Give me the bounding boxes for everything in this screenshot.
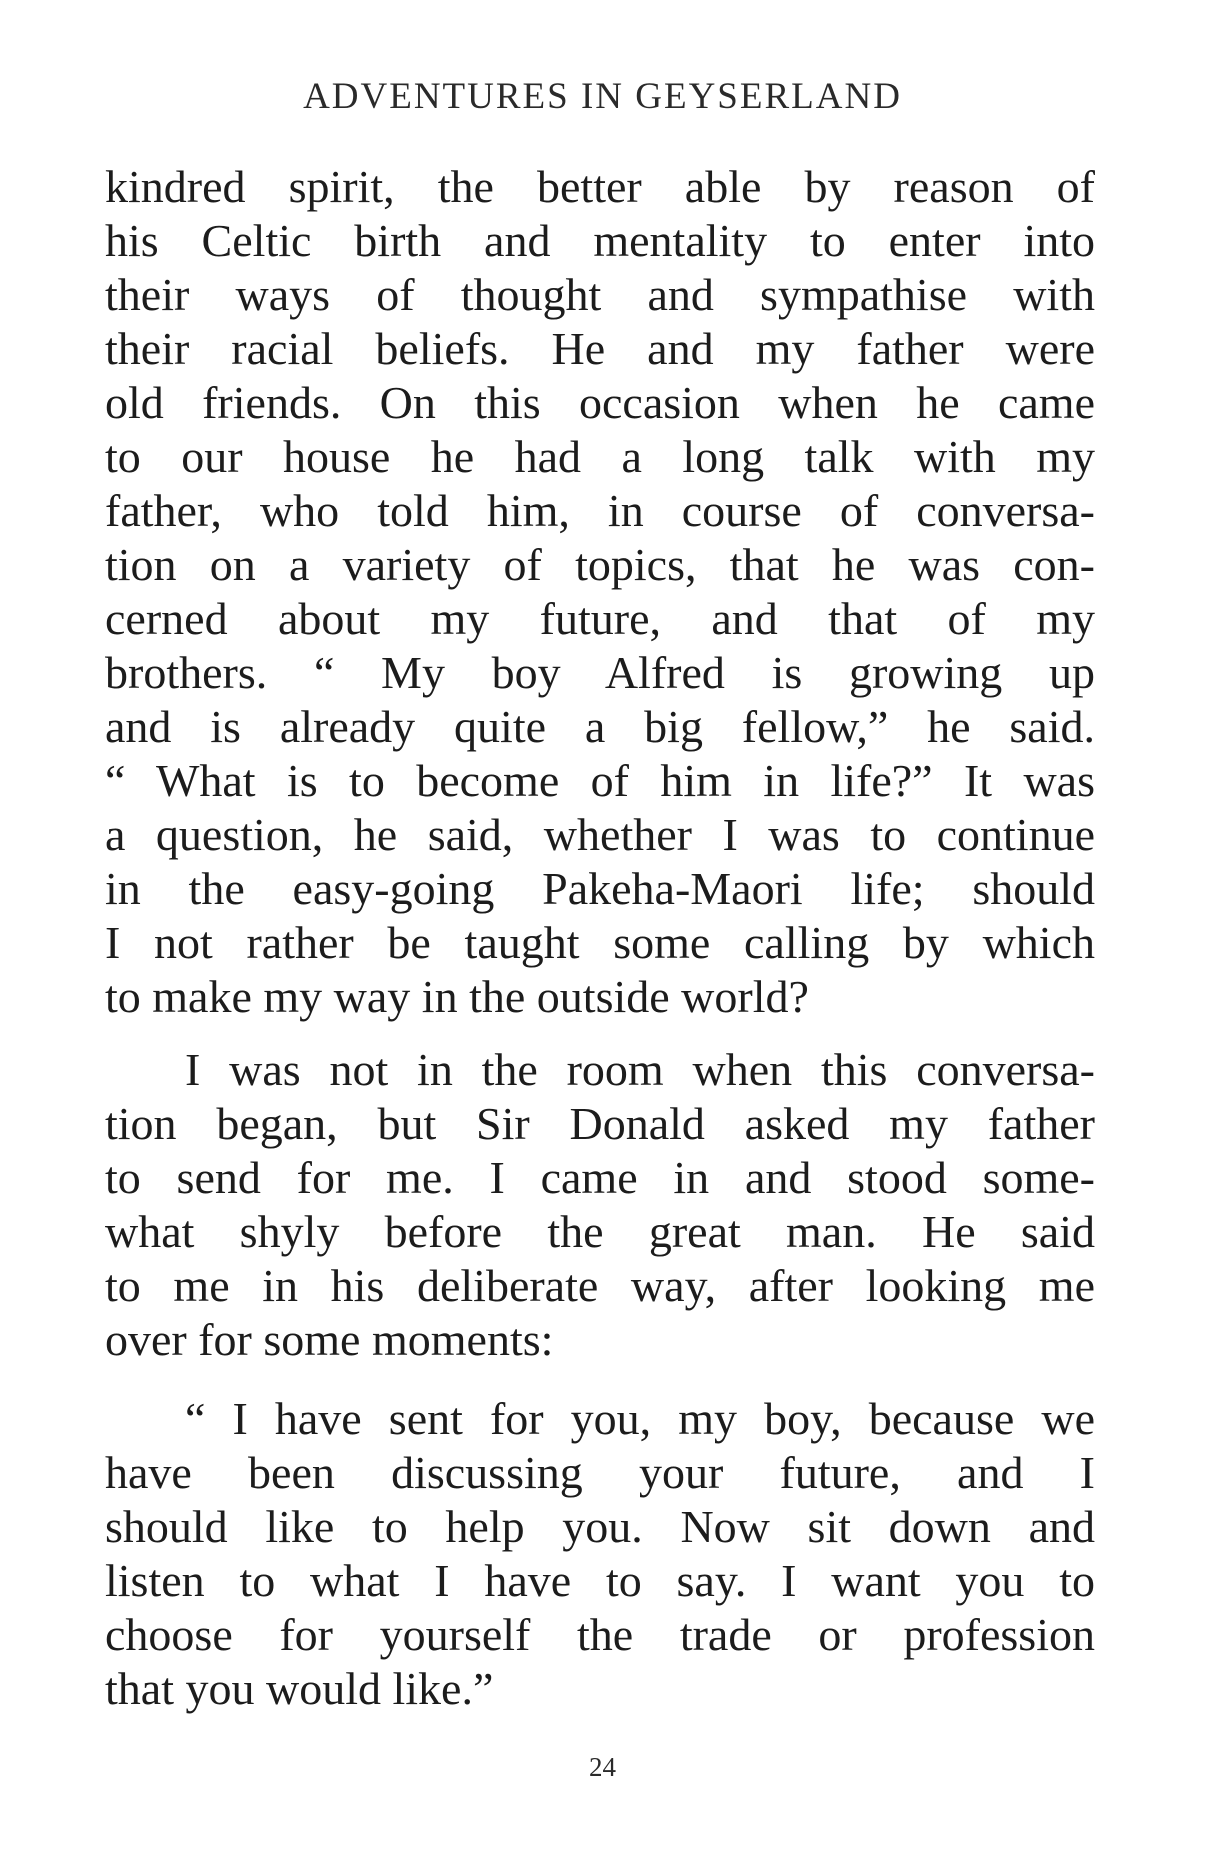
text-line: to make my way in the outside world? — [105, 971, 809, 1022]
page-number: 24 — [589, 1752, 616, 1782]
text-line: over for some moments: — [105, 1314, 554, 1365]
text-line: choose for yourself the trade or profession — [105, 1609, 1095, 1660]
text-line: what shyly before the great man. He said — [105, 1206, 1095, 1257]
text-line: listen to what I have to say. I want you to — [105, 1555, 1095, 1606]
running-head: ADVENTURES IN GEYSERLAND — [303, 76, 902, 117]
text-line: to our house he had a long talk with my — [105, 431, 1095, 482]
text-line: “ I have sent for you, my boy, because we — [185, 1393, 1095, 1444]
text-line: to send for me. I came in and stood some- — [105, 1152, 1095, 1203]
text-line: I was not in the room when this conversa- — [185, 1044, 1095, 1095]
text-line: a question, he said, whether I was to continue — [105, 809, 1095, 860]
text-line: their ways of thought and sympathise with — [105, 269, 1095, 320]
text-line: “ What is to become of him in life?” It was — [105, 755, 1095, 806]
paragraph-3 — [105, 1392, 1095, 1716]
text-line: cerned about my future, and that of my — [105, 593, 1095, 644]
text-line: should like to help you. Now sit down and — [105, 1501, 1095, 1552]
text-line: and is already quite a big fellow,” he said. — [105, 701, 1095, 752]
text-line: have been discussing your future, and I — [105, 1447, 1095, 1498]
text-line: brothers. “ My boy Alfred is growing up — [105, 647, 1095, 698]
text-line: old friends. On this occasion when he came — [105, 377, 1095, 428]
text-line: tion began, but Sir Donald asked my father — [105, 1098, 1095, 1149]
text-line: I not rather be taught some calling by which — [105, 917, 1095, 968]
paragraph-2 — [105, 1043, 1095, 1367]
text-line: their racial beliefs. He and my father were — [105, 323, 1095, 374]
paragraph-1 — [105, 160, 1095, 1024]
text-line: that you would like.” — [105, 1663, 494, 1714]
text-line: in the easy-going Pakeha-Maori life; should — [105, 863, 1095, 914]
text-line: tion on a variety of topics, that he was con- — [105, 539, 1095, 590]
text-line: kindred spirit, the better able by reason of — [105, 161, 1095, 212]
text-line: to me in his deliberate way, after looking me — [105, 1260, 1095, 1311]
text-line: his Celtic birth and mentality to enter into — [105, 215, 1095, 266]
text-line: father, who told him, in course of conversa- — [105, 485, 1095, 536]
